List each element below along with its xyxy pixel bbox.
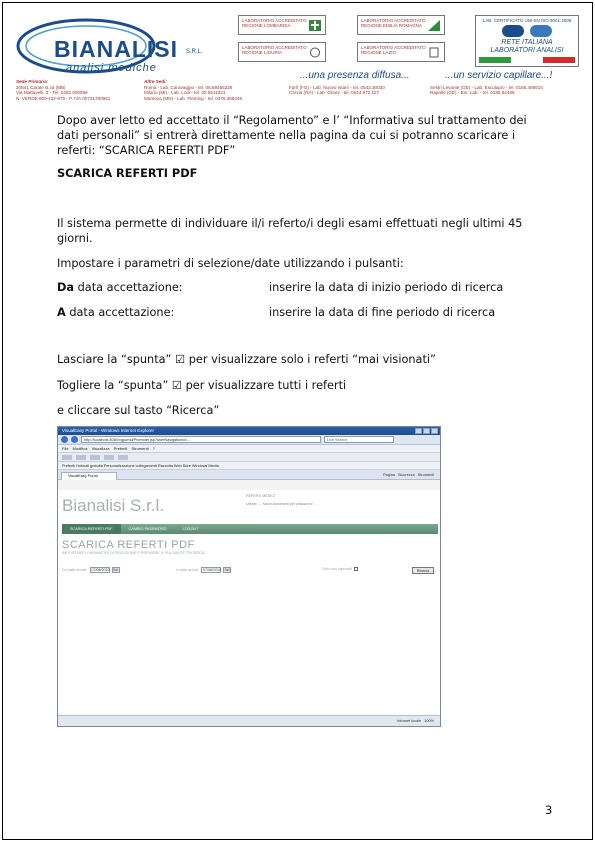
cert-logos xyxy=(476,25,578,37)
lazio-emblem-icon xyxy=(428,47,440,58)
sede-primaria: Sede Primaria: 20841 Carate B.za (MB) Via Mattavelli, 3 - Tel. 0362.900069 N. VERDE 800-422-978 - P. IVA 00731780961 xyxy=(16,79,111,101)
forward-icon xyxy=(71,436,78,443)
toolbar-icon xyxy=(104,455,114,460)
app-nav-bar xyxy=(62,524,438,534)
app-brand: Bianalisi S.r.l. xyxy=(62,496,165,515)
unseen-checkbox-field: Solo non visionati xyxy=(322,567,358,571)
nav-scarica-referti: SCARICA REFERTI PDF xyxy=(62,524,121,534)
certification-box: LAB. CERTIFICATO UNI EN ISO 9001:2008 RETE ITALIANA LABORATORI ANALISI xyxy=(475,15,579,67)
accreditation-lazio: LABORATORIO ACCREDITATO REGIONE LAZIO xyxy=(357,42,445,62)
altre-sedi-col3: Sestri Levante (GE) - Lab. Esculapio - tel. 0185.485615 Rapallo (GE) - Bio. Lab. - tel. 0185.54488 xyxy=(430,84,543,96)
back-icon xyxy=(61,436,68,443)
line-lasciare-spunta: Lasciare la “spunta” ☑ per visualizzare solo i referti “mai visionati” xyxy=(57,353,436,366)
toolbar-icon xyxy=(76,455,86,460)
to-date-field: A data accett. 07/08/2010 Sel xyxy=(176,568,230,572)
browser-favorites-bar: Preferiti Hotmail gratuita Personalizzazione collegamenti Raccolta Web Slice Windows Media xyxy=(58,462,440,470)
browser-status-bar: Intranet locale 100% xyxy=(58,715,440,726)
row-a-data: A data accettazione: inserire la data di fine periodo di ricerca xyxy=(57,306,496,319)
section-title: SCARICA REFERTI PDF xyxy=(57,167,198,180)
line-cliccare-ricerca: e cliccare sul tasto “Ricerca” xyxy=(57,404,220,417)
browser-title-bar: VisualEasy Portal - Windows Internet Explorer xyxy=(58,427,440,435)
accreditation-emilia-romagna: LABORATORIO ACCREDITATO REGIONE EMILIA ROMAGNA xyxy=(357,15,445,35)
page-number: 3 xyxy=(545,803,553,817)
minimize-icon xyxy=(415,428,422,434)
close-icon xyxy=(431,428,438,434)
emilia-romagna-emblem-icon xyxy=(428,20,440,31)
accreditation-lombardia: LABORATORIO ACCREDITATO REGIONE LOMBARDIA xyxy=(238,15,326,35)
toolbar-icon xyxy=(118,455,128,460)
browser-menu-bar: File Modifica Visualizza Preferiti Strumenti ? xyxy=(58,445,440,453)
portal-app xyxy=(58,490,440,714)
intro-paragraph: Dopo aver letto ed accettato il “Regolamento” e l’ “Informativa sul trattamento dei dati personali” si entrerà direttamente nella pagina da cui si potranno scaricare i referti: “SCARICA REFERTI PDF” xyxy=(57,114,527,157)
iqnet-badge-icon xyxy=(530,25,552,37)
window-buttons xyxy=(415,428,438,434)
browser-tab-bar xyxy=(58,470,440,480)
toolbar-icon xyxy=(62,455,72,460)
nav-logout: LOGOUT xyxy=(182,527,199,531)
slogan-1: ...una presenza diffusa... xyxy=(300,70,410,81)
browser-tab: VisualEasy Portal xyxy=(61,472,117,480)
certiquality-badge-icon xyxy=(502,25,524,37)
app-hint: IMPOSTARE I PARAMETRI DI SELEZIONE E PREMERE IL PULSANTE "RICERCA" xyxy=(62,551,206,555)
row-da-data: Da data accettazione: inserire la data di inizio periodo di ricerca xyxy=(57,281,504,294)
toolbar-icon xyxy=(90,455,100,460)
from-date-field: Da data accett. 07/08/2010 Sel xyxy=(62,568,118,572)
ricerca-button: Ricerca xyxy=(412,567,434,574)
url-field: http://localhost:8080/vgportal/Promoter.jsp?userNavigationId=... xyxy=(81,436,321,443)
logo-name: BIANALISI xyxy=(54,36,178,62)
lombardia-emblem-icon xyxy=(309,20,321,31)
line-togliere-spunta: Togliere la “spunta” ☑ per visualizzare tutti i referti xyxy=(57,379,347,392)
accreditation-liguria: LABORATORIO ACCREDITATO REGIONE LIGURIA xyxy=(238,42,326,62)
slogan-2: ...un servizio capillare...! xyxy=(445,70,553,81)
paragraph-45-giorni: Il sistema permette di individuare il/i referto/i degli esami effettuati negli ultimi 45 giorni. xyxy=(57,217,523,245)
unseen-checkbox xyxy=(354,567,358,571)
search-form xyxy=(62,567,438,577)
browser-screenshot xyxy=(57,426,441,727)
bianalisi-logo xyxy=(14,14,224,76)
maximize-icon xyxy=(423,428,430,434)
browser-search-field: Live Search xyxy=(324,436,394,443)
tab-tools: Pagina Sicurezza Strumenti xyxy=(383,473,434,477)
altre-sedi-col2: Forlì (FO) - Lab. Nuovo Istam - tel. 0543.30030 Cervia (RA) - Lab. Oriani - tel. 0544.972.127 xyxy=(289,84,385,96)
letterhead xyxy=(0,0,595,108)
browser-address-bar xyxy=(58,435,440,445)
logo-srl: S.R.L. xyxy=(186,49,203,55)
app-user-info: REFERTI MEDICI Utente: ... Salva documenti per password: ... xyxy=(246,494,317,506)
nav-cambio-password: CAMBIO PASSWORD xyxy=(128,527,167,531)
altre-sedi-col1: Altre Sedi: Roma - Lab. Caravaggio - tel. 06.59455226 Milano (MI) - Lab. Lodi - tel. 02.5511331 Mantova (MN) - Lab. Fleming - tel. 0376.368446 xyxy=(144,79,243,101)
browser-toolbar xyxy=(58,453,440,462)
app-heading: SCARICA REFERTI PDF xyxy=(62,539,195,551)
logo-subtitle: analisi mediche xyxy=(66,62,157,74)
paragraph-parametri: Impostare i parametri di selezione/date utilizzando i pulsanti: xyxy=(57,257,404,270)
liguria-emblem-icon xyxy=(309,47,321,58)
italian-flag-icon xyxy=(479,57,575,63)
